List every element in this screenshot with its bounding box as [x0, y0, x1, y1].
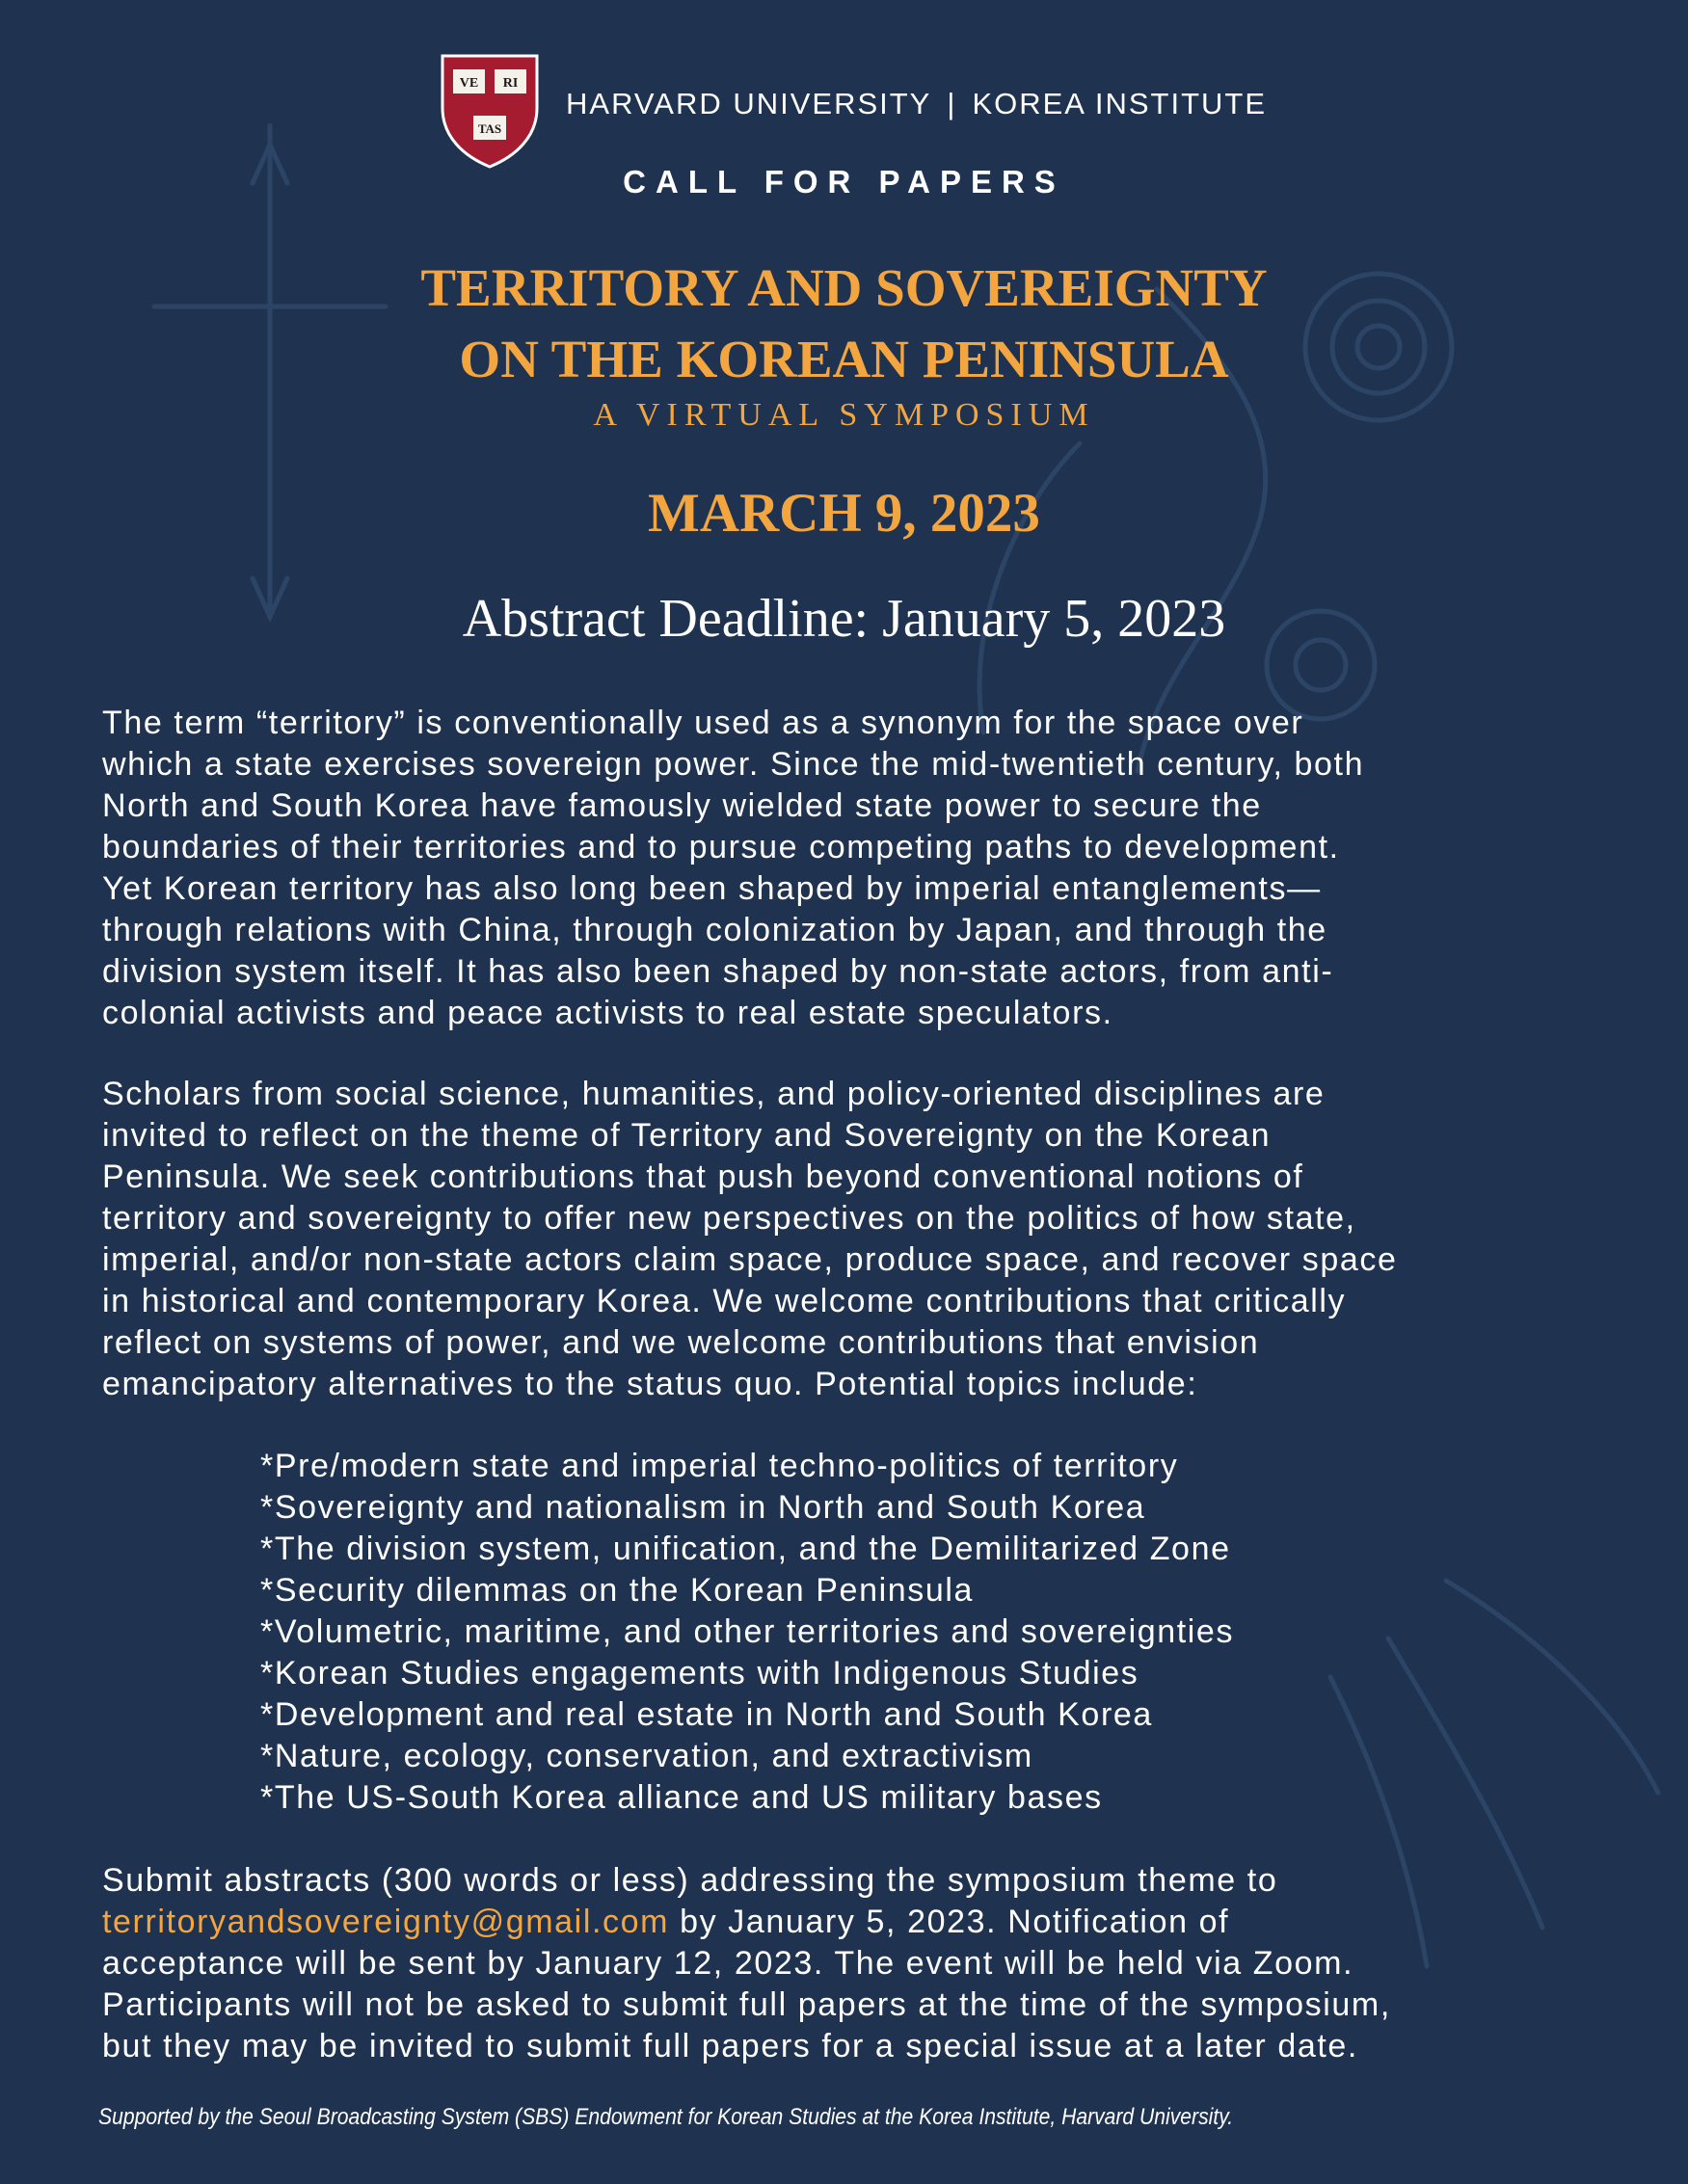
shield-letters-ri: RI	[502, 76, 519, 91]
paragraph-line: Participants will not be asked to submit full papers at the time of the symposium,	[102, 1986, 1391, 2023]
paragraph-line: Peninsula. We seek contributions that push beyond conventional notions of	[102, 1159, 1304, 1195]
paragraph-line: which a state exercises sovereign power. Since the mid-twentieth century, both	[102, 746, 1365, 783]
submission-email-link[interactable]: territoryandsovereignty@gmail.com	[102, 1904, 670, 1940]
scope-paragraph	[102, 1074, 1654, 1405]
topic-item: *Sovereignty and nationalism in North and South Korea	[260, 1489, 1146, 1526]
call-for-papers-heading: CALL FOR PAPERS	[623, 164, 1065, 200]
paragraph-line: Submit abstracts (300 words or less) addressing the symposium theme to	[102, 1862, 1278, 1899]
topic-item: *Korean Studies engagements with Indigenous Studies	[260, 1655, 1139, 1691]
intro-paragraph	[102, 703, 1654, 1034]
shield-letters-ve: VE	[459, 76, 479, 91]
abstract-deadline: Abstract Deadline: January 5, 2023	[462, 589, 1226, 649]
paragraph-line: but they may be invited to submit full papers for a special issue at a later date.	[102, 2028, 1358, 2064]
paragraph-line: invited to reflect on the theme of Territory and Sovereignty on the Korean	[102, 1117, 1272, 1154]
topic-item: *Volumetric, maritime, and other territories and sovereignties	[260, 1613, 1235, 1650]
topic-item: *The division system, unification, and the Demilitarized Zone	[260, 1531, 1231, 1567]
header	[439, 50, 1267, 172]
paragraph-line: division system itself. It has also been shaped by non-state actors, from anti-	[102, 953, 1334, 990]
institution-name	[566, 87, 1267, 121]
sponsor-footer: Supported by the Seoul Broadcasting System (SBS) Endowment for Korean Studies at the Korea Institute, Harvard University.	[98, 2104, 1234, 2130]
topics-list	[260, 1446, 1234, 1819]
topic-item: *Pre/modern state and imperial techno-politics of territory	[260, 1448, 1179, 1484]
paragraph-line: through relations with China, through colonization by Japan, and through the	[102, 912, 1327, 948]
paragraph-line: colonial activists and peace activists to real estate speculators.	[102, 995, 1113, 1031]
paragraph-line: The term “territory” is conventionally used as a synonym for the space over	[102, 705, 1304, 741]
topic-item: *The US-South Korea alliance and US military bases	[260, 1779, 1103, 1816]
event-title-line-1: TERRITORY AND SOVEREIGNTY	[420, 258, 1268, 317]
header-separator: |	[947, 87, 957, 120]
paragraph-line: Scholars from social science, humanities, and policy-oriented disciplines are	[102, 1076, 1326, 1112]
event-title-line-2: ON THE KOREAN PENINSULA	[459, 330, 1229, 388]
shield-letters-tas: TAS	[477, 121, 502, 136]
paragraph-line: reflect on systems of power, and we welcome contributions that envision	[102, 1324, 1260, 1361]
paragraph-line-rest: by January 5, 2023. Notification of	[669, 1904, 1230, 1940]
paragraph-line: in historical and contemporary Korea. We welcome contributions that critically	[102, 1283, 1347, 1319]
paragraph-line: Yet Korean territory has also long been shaped by imperial entanglements—	[102, 870, 1322, 907]
topic-item: *Nature, ecology, conservation, and extractivism	[260, 1738, 1033, 1774]
event-subtitle: A VIRTUAL SYMPOSIUM	[593, 397, 1095, 433]
event-title	[0, 253, 1688, 395]
paragraph-line: acceptance will be sent by January 12, 2023. The event will be held via Zoom.	[102, 1945, 1354, 1982]
paragraph-line: boundaries of their territories and to pursue competing paths to development.	[102, 829, 1340, 866]
topic-item: *Development and real estate in North and South Korea	[260, 1696, 1153, 1733]
paragraph-line	[102, 1902, 1654, 1943]
topic-item: *Security dilemmas on the Korean Peninsula	[260, 1572, 975, 1609]
paragraph-line: North and South Korea have famously wielded state power to secure the	[102, 787, 1262, 824]
university-name: HARVARD UNIVERSITY	[566, 87, 932, 120]
paragraph-line: territory and sovereignty to offer new perspectives on the politics of how state,	[102, 1200, 1356, 1237]
harvard-shield-icon	[439, 52, 541, 170]
event-date: MARCH 9, 2023	[648, 483, 1040, 544]
submission-paragraph	[102, 1860, 1654, 2067]
paragraph-line: emancipatory alternatives to the status quo. Potential topics include:	[102, 1366, 1198, 1402]
institute-name: KOREA INSTITUTE	[972, 87, 1268, 120]
paragraph-line: imperial, and/or non-state actors claim space, produce space, and recover space	[102, 1241, 1398, 1278]
